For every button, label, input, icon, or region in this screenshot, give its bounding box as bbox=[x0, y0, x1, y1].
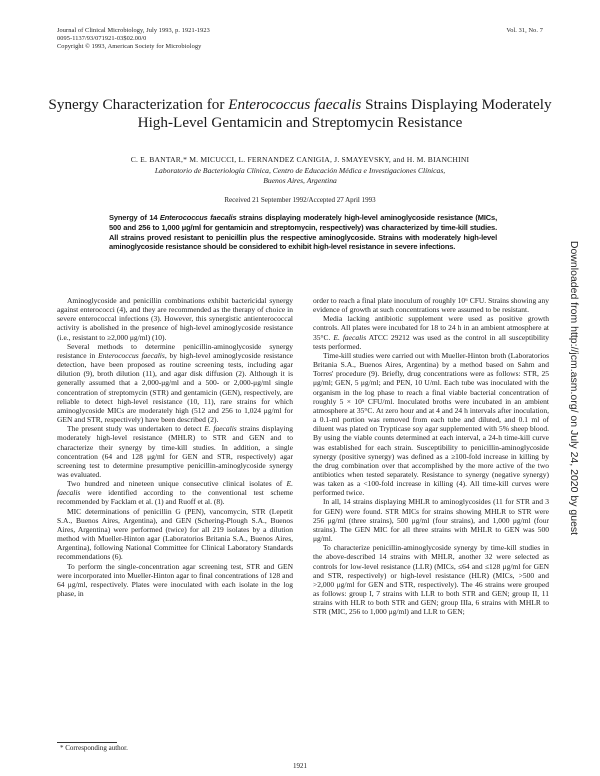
paragraph: order to reach a final plate inoculum of roughly 10⁶ CFU. Strains showing any evidence of growth at such concentrations were assumed to be resistant. bbox=[313, 296, 549, 315]
abstract-lead: Synergy of 14 bbox=[109, 213, 160, 222]
volume-label: Vol. 31, No. 7 bbox=[506, 27, 543, 34]
abstract-organism: Enterococcus faecalis bbox=[159, 213, 237, 222]
italic-organism: Enterococcus faecalis bbox=[98, 350, 165, 360]
download-watermark-text: Downloaded from http://jcm.asm.org/ on July 24, 2020 by guest bbox=[568, 240, 580, 536]
paragraph: To characterize penicillin-aminoglycoside synergy by time-kill studies in the above-described 14 strains with MHLR, another 32 were selected as controls for low-level resistance (LLR) (MICs, ≤64 and ≤128 μg/ml for GEN and STR, respectively) or high-level resistance (HLR) (MICs, >500 and >2,000 μg/ml for GEN and STR, respectively). The 46 strains were grouped as follows: group I, 7 strains with LLR to both STR and GEN; group II, 11 strains with HLR to both STR and GEN; group IIIa, 6 strains with MHLR to STR (MIC, 256 to 1,000 μg/ml) and LLR to GEN; bbox=[313, 543, 549, 617]
paragraph: Two hundred and nineteen unique consecutive clinical isolates of E. faecalis were identified according to the conventional test scheme recommended by Facklam et al. (1) and Ruoff et al. (8). bbox=[57, 479, 293, 507]
body-column-right bbox=[313, 296, 549, 616]
paragraph: The present study was undertaken to detect E. faecalis strains displaying moderately high-level resistance (MHLR) to STR and GEN and to characterize their synergy by time-kill studies. In addition, a single concentration (64 and 128 μg/ml for GEN and STR, respectively) agar screening test to determine presumptive penicillin-aminoglycoside synergy was evaluated. bbox=[57, 424, 293, 479]
author-list: C. E. BANTAR,* M. MICUCCI, L. FERNANDEZ CANIGIA, J. SMAYEVSKY, and H. M. BIANCHINI bbox=[130, 155, 470, 164]
issn-line: 0095-1137/93/071921-03$02.00/0 bbox=[57, 35, 147, 42]
paragraph: Media lacking antibiotic supplement were used as positive growth controls. All plates were incubated for 18 to 24 h in an ambient atmosphere at 35°C. E. faecalis ATCC 29212 was used as the control in all susceptibility tests performed. bbox=[313, 314, 549, 351]
paragraph: Aminoglycoside and penicillin combinations exhibit bactericidal synergy against enterococci (4), and they are recommended as the therapy of choice in severe enterococcal infections (3). However, this synergistic antienterococcal activity is abolished in the presence of high-level aminoglycoside resistance (i.e., resistant to ≥2,000 μg/ml) (10). bbox=[57, 296, 293, 342]
affiliation bbox=[40, 166, 560, 186]
italic-organism: E. faecalis bbox=[57, 479, 293, 498]
paragraph: Several methods to determine penicillin-aminoglycoside synergy resistance in Enterococcus faecalis, by high-level aminoglycoside resistance detection, have been proposed as routine screening tests, including agar dilution (9), broth dilution (11), and agar disk diffusion (2). Although it is generally assumed that a 2,000-μg/ml and a 500- or 2,000-μg/ml single concentration of streptomycin (STR) and gentamicin (GEN), respectively, are reliable to detect high-level resistance (10, 11), rare strains for which aminoglycoside MICs are moderately high (512 and 256 to 1,024 μg/ml for GEN and STR, respectively) have been described (2). bbox=[57, 341, 294, 425]
title-part-2: Strains Displaying Moderately High-Level Gentamicin and Streptomycin Resistance bbox=[137, 96, 552, 131]
copyright-line: Copyright © 1993, American Society for Microbiology bbox=[57, 43, 202, 50]
page-number: 1921 bbox=[293, 762, 307, 770]
footnote: * Corresponding author. bbox=[60, 744, 128, 752]
affiliation-line-2: Buenos Aires, Argentina bbox=[263, 176, 337, 185]
body-column-left bbox=[57, 296, 293, 598]
paragraph: MIC determinations of penicillin G (PEN), vancomycin, STR (Lepetit S.A., Buenos Aires, Argentina), and GEN (Schering-Plough S.A., Buenos Aires, Argentina) were performed (twice) for all 219 isolates by a dilution method with Mueller-Hinton agar (Laboratorios Britania S.A., Buenos Aires, Argentina), following National Committee for Clinical Laboratory Standards recommendations (6). bbox=[57, 506, 293, 562]
paragraph: Time-kill studies were carried out with Mueller-Hinton broth (Laboratorios Britania S.A., Buenos Aires, Argentina) by a method based on Sahm and Torres' procedure (9). Briefly, drug concentrations were as follows: STR, 25 μg/ml; GEN, 5 μg/ml; and PEN, 10 U/ml. Each tube was inoculated with the organism in the log phase to reach a final viable bacterial concentration of roughly 5 × 10⁵ CFU/ml. Inoculated broths were incubated in an ambient atmosphere at 35°C. At zero hour and at 4 and 24 h intervals after inoculation, a 0.1-ml portion was removed from each tube and diluted, and 0.1 ml of diluent was plated on Trypticase soy agar supplemented with 5% sheep blood. By using the viable counts determined at each interval, a 24-h time-kill curve was established for each strain. Susceptibility to penicillin-aminoglycoside synergy (positive synergy) was defined as a ≥100-fold increase in killing by the drug combination over that accomplished by the more active of the two antibiotics when tested separately. Resistance to synergy (negative synergy) was taken as a <100-fold increase in killing (4). All time-kill curves were performed twice. bbox=[313, 350, 549, 498]
received-date: Received 21 September 1992/Accepted 27 April 1993 bbox=[224, 196, 376, 204]
paragraph: To perform the single-concentration agar screening test, STR and GEN were incorporated into Mueller-Hinton agar to final concentrations of 128 and 64 μg/ml, respectively. Plates were inoculated with each isolate in the log phase, in bbox=[57, 561, 293, 598]
abstract-rest: strains displaying moderately high-level aminoglycoside resistance (MICs, 500 and 256 to 1,000 μg/ml for gentamicin and streptomycin, respectively) was characterized by time-kill studies. All strains proved resistant to penicillin plus the respective aminoglycoside. Strains with moderately high-level aminoglycoside resistance should be considered to exhibit high-level resistance in severe infections. bbox=[109, 213, 498, 252]
title-organism: Enterococcus faecalis bbox=[228, 96, 362, 113]
paragraph: In all, 14 strains displaying MHLR to aminoglycosides (11 for STR and 3 for GEN) were found. STR MICs for strains showing MHLR to STR were 256 μg/ml (three strains), 500 μg/ml (four strains), and 1,000 μg/ml (four strains). The GEN MIC for all three strains with MHLR to GEN was 500 μg/ml. bbox=[313, 497, 549, 544]
italic-organism: E. faecalis bbox=[333, 332, 367, 342]
journal-line: Journal of Clinical Microbiology, July 1993, p. 1921-1923 bbox=[57, 27, 210, 34]
italic-organism: E. faecalis bbox=[204, 424, 237, 434]
abstract bbox=[109, 213, 497, 252]
affiliation-line-1: Laboratorio de Bacteriología Clínica, Centro de Educación Médica e Investigaciones Clínicas, bbox=[154, 166, 446, 175]
footnote-rule bbox=[57, 742, 117, 743]
article-title bbox=[40, 96, 560, 131]
title-part-1: Synergy Characterization for bbox=[48, 96, 229, 113]
